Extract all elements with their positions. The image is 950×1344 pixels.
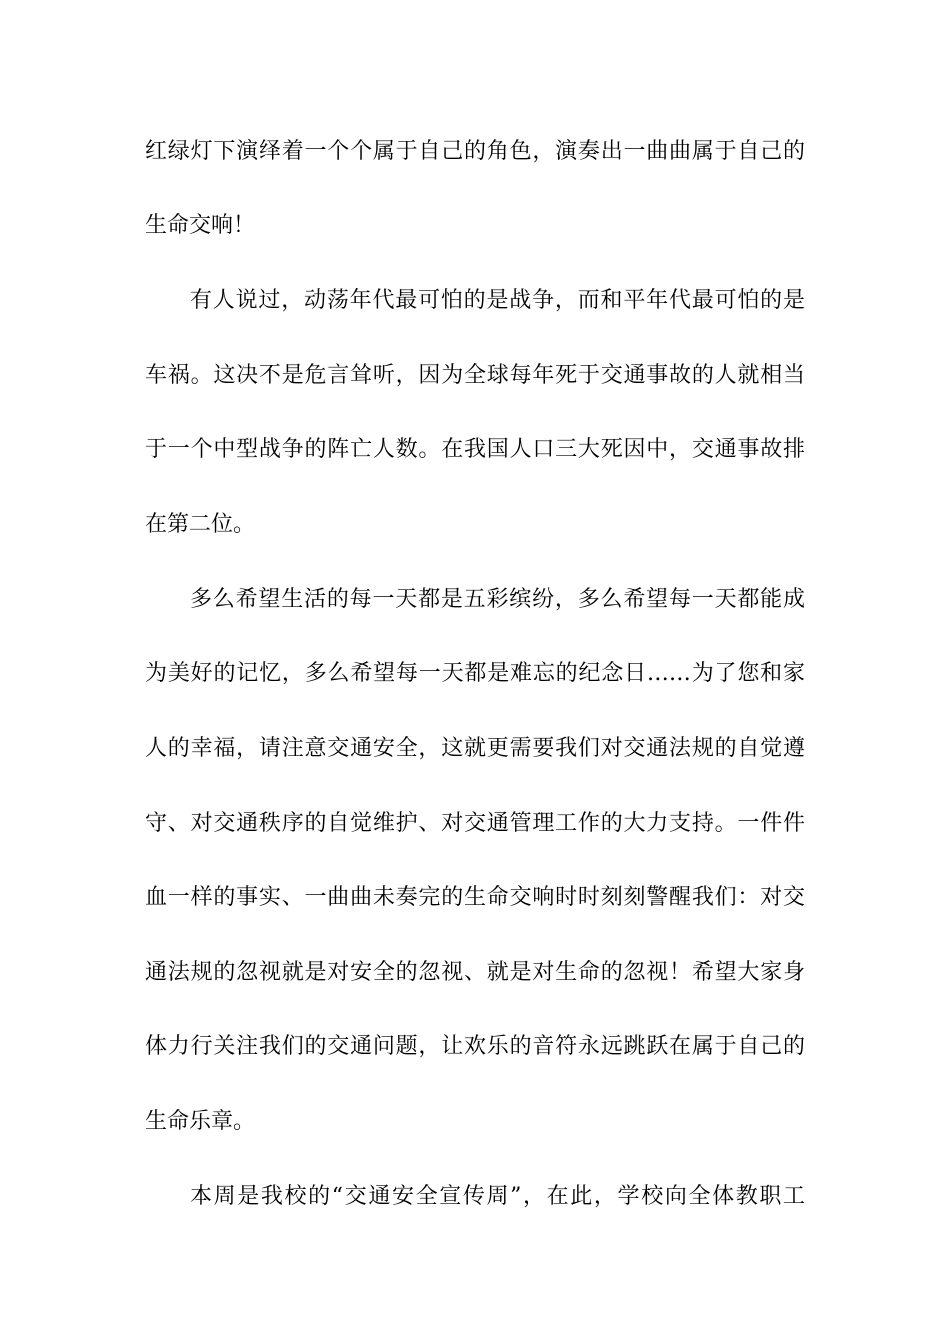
text-line: 于一个中型战争的阵亡人数。在我国人口三大死因中，交通事故排 <box>145 437 805 462</box>
text-line: 血一样的事实、一曲曲未奏完的生命交响时时刻刻警醒我们：对交 <box>145 885 805 910</box>
paragraph-first-line: 有人说过，动荡年代最可怕的是战争，而和平年代最可怕的是 <box>190 288 805 313</box>
text-line: 红绿灯下演绎着一个个属于自己的角色，演奏出一曲曲属于自己的 <box>145 139 805 164</box>
text-line: 生命乐章。 <box>145 1109 256 1134</box>
text-line: 通法规的忽视就是对安全的忽视、就是对生命的忽视！希望大家身 <box>145 960 805 985</box>
paragraph-first-line: 多么希望生活的每一天都是五彩缤纷，多么希望每一天都能成 <box>190 587 805 612</box>
text-line: 为美好的记忆，多么希望每一天都是难忘的纪念日……为了您和家 <box>145 661 805 686</box>
text-line: 人的幸福，请注意交通安全，这就更需要我们对交通法规的自觉遵 <box>145 736 805 761</box>
text-line: 体力行关注我们的交通问题，让欢乐的音符永远跳跃在属于自己的 <box>145 1034 805 1059</box>
paragraph-first-line: 本周是我校的“交通安全宣传周”，在此，学校向全体教职工 <box>190 1184 805 1209</box>
text-line: 车祸。这决不是危言耸听，因为全球每年死于交通事故的人就相当 <box>145 363 805 388</box>
text-line: 生命交响！ <box>145 213 256 238</box>
text-line: 在第二位。 <box>145 512 256 537</box>
text-line: 守、对交通秩序的自觉维护、对交通管理工作的大力支持。一件件 <box>145 811 805 836</box>
